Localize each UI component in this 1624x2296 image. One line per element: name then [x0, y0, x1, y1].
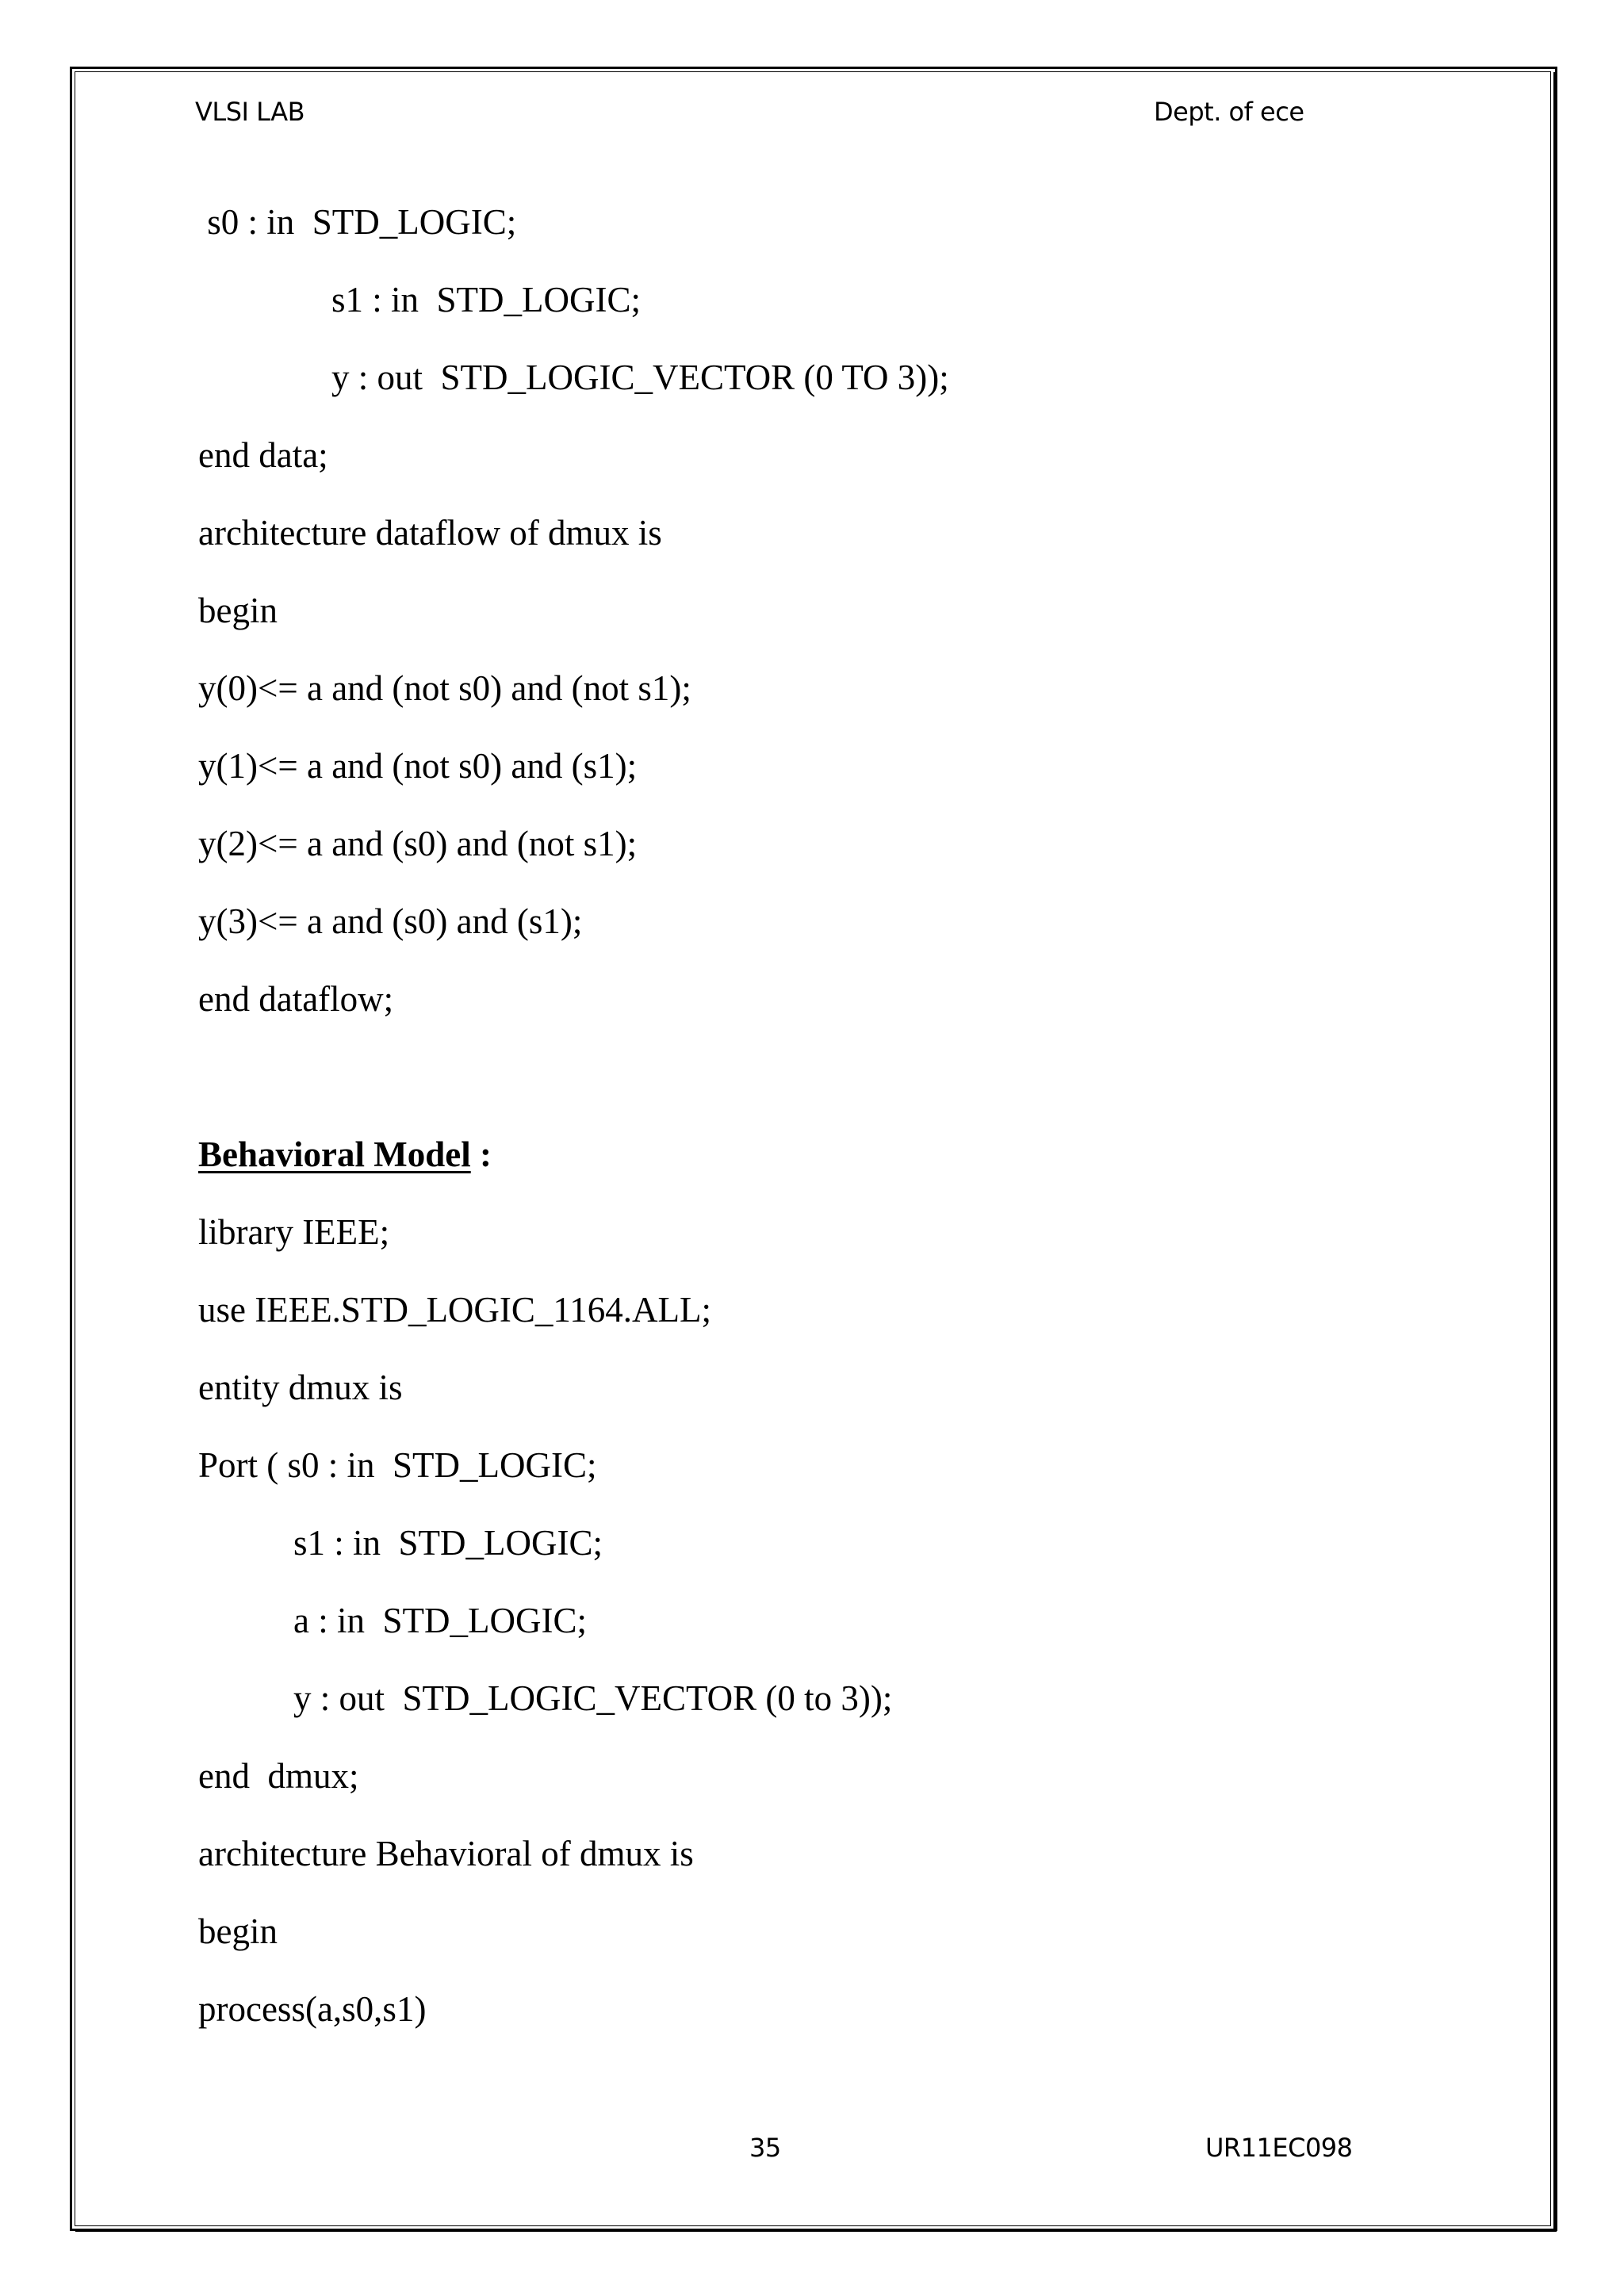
code-line: process(a,s0,s1) — [198, 1989, 427, 2029]
code-line: y : out STD_LOGIC_VECTOR (0 to 3)); — [293, 1678, 893, 1718]
code-line: y(3)<= a and (s0) and (s1); — [198, 901, 583, 941]
code-line: end data; — [198, 435, 328, 475]
code-line: architecture Behavioral of dmux is — [198, 1834, 694, 1873]
code-line: Port ( s0 : in STD_LOGIC; — [198, 1445, 597, 1485]
section-heading-colon: : — [470, 1135, 492, 1174]
code-line: a : in STD_LOGIC; — [293, 1601, 587, 1640]
section-heading-text: Behavioral Model — [198, 1135, 471, 1174]
code-line: end dmux; — [198, 1756, 359, 1796]
code-line: y(0)<= a and (not s0) and (not s1); — [198, 668, 691, 708]
code-line: s1 : in STD_LOGIC; — [331, 280, 642, 320]
code-line: begin — [198, 591, 278, 630]
footer-student-id: UR11EC098 — [1205, 2133, 1353, 2163]
code-line: y : out STD_LOGIC_VECTOR (0 TO 3)); — [331, 358, 949, 397]
code-line: entity dmux is — [198, 1368, 403, 1407]
code-line: s0 : in STD_LOGIC; — [198, 202, 517, 242]
header-lab-title: VLSI LAB — [195, 97, 305, 127]
code-line: begin — [198, 1911, 278, 1951]
code-line: s1 : in STD_LOGIC; — [293, 1523, 603, 1563]
code-line: end dataflow; — [198, 979, 394, 1019]
code-line: architecture dataflow of dmux is — [198, 513, 662, 553]
header-department: Dept. of ece — [1154, 97, 1304, 127]
code-line: library IEEE; — [198, 1212, 390, 1252]
section-heading — [198, 1137, 492, 1173]
footer-page-number: 35 — [749, 2133, 781, 2163]
code-line: use IEEE.STD_LOGIC_1164.ALL; — [198, 1290, 711, 1330]
code-line: y(2)<= a and (s0) and (not s1); — [198, 824, 638, 863]
code-line: y(1)<= a and (not s0) and (s1); — [198, 746, 638, 786]
